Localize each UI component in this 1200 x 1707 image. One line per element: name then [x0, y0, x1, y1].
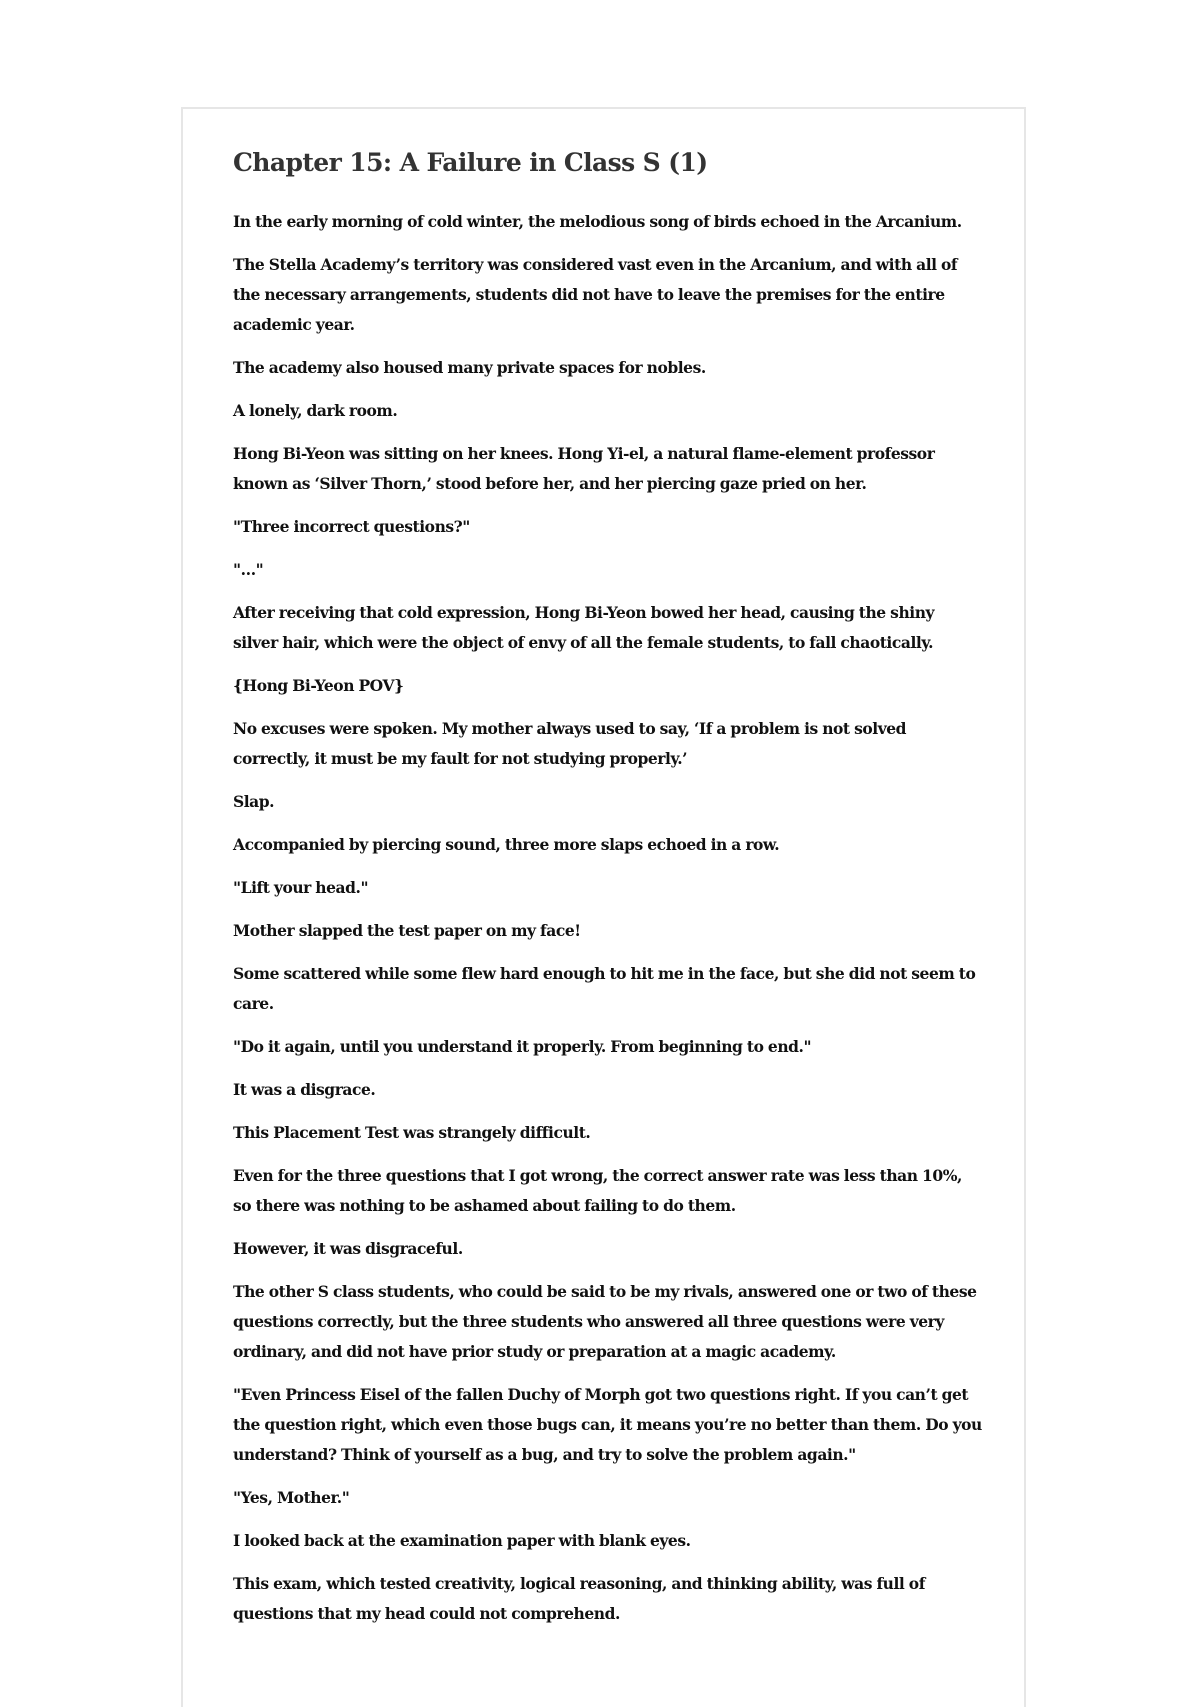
- paragraph: After receiving that cold expression, Hong Bi-Yeon bowed her head, causing the shiny silver hair, which were the object of envy of all the female students, to fall chaotically.: [233, 603, 935, 652]
- paragraph: Hong Bi-Yeon was sitting on her knees. Hong Yi-el, a natural flame-element professor known as ‘Silver Thorn,’ stood before her, and her piercing gaze pried on her.: [233, 444, 935, 493]
- paragraph: "…": [233, 560, 264, 579]
- paragraph: "Even Princess Eisel of the fallen Duchy of Morph got two questions right. If you can’t get the question right, which even those bugs can, it means you’re no better than them. Do you understand? Think of yourself as a bug, and try to solve the problem again.": [233, 1385, 982, 1464]
- paragraph: {Hong Bi-Yeon POV}: [233, 676, 404, 695]
- paragraph: "Do it again, until you understand it properly. From beginning to end.": [233, 1037, 812, 1056]
- paragraph: Mother slapped the test paper on my face!: [233, 921, 581, 940]
- chapter-content: [233, 145, 983, 1642]
- paragraph: The Stella Academy’s territory was considered vast even in the Arcanium, and with all of the necessary arrangements, students did not have to leave the premises for the entire academic year.: [233, 255, 958, 334]
- paragraph: The other S class students, who could be said to be my rivals, answered one or two of these questions correctly, but the three students who answered all three questions were very ordinary, and did not have prior study or preparation at a magic academy.: [233, 1282, 977, 1361]
- paragraph: Slap.: [233, 792, 275, 811]
- paragraph: This Placement Test was strangely difficult.: [233, 1123, 591, 1142]
- paragraph: The academy also housed many private spaces for nobles.: [233, 358, 706, 377]
- paragraph: I looked back at the examination paper with blank eyes.: [233, 1531, 691, 1550]
- paragraph: However, it was disgraceful.: [233, 1239, 463, 1258]
- paragraph: It was a disgrace.: [233, 1080, 376, 1099]
- chapter-title: Chapter 15: A Failure in Class S (1): [233, 148, 708, 177]
- paragraph: Even for the three questions that I got wrong, the correct answer rate was less than 10%, so there was nothing to be ashamed about failing to do them.: [233, 1166, 962, 1215]
- paragraph: A lonely, dark room.: [233, 401, 398, 420]
- paragraph: No excuses were spoken. My mother always used to say, ‘If a problem is not solved correctly, it must be my fault for not studying properly.’: [233, 719, 907, 768]
- paragraph: Some scattered while some flew hard enough to hit me in the face, but she did not seem to care.: [233, 964, 976, 1013]
- document-page: [181, 107, 1026, 1707]
- paragraph: Accompanied by piercing sound, three more slaps echoed in a row.: [233, 835, 780, 854]
- paragraph: "Three incorrect questions?": [233, 517, 470, 536]
- paragraph: This exam, which tested creativity, logical reasoning, and thinking ability, was full of questions that my head could not comprehend.: [233, 1574, 925, 1623]
- paragraph: "Lift your head.": [233, 878, 369, 897]
- paragraph: "Yes, Mother.": [233, 1488, 350, 1507]
- paragraph: In the early morning of cold winter, the melodious song of birds echoed in the Arcanium.: [233, 212, 962, 231]
